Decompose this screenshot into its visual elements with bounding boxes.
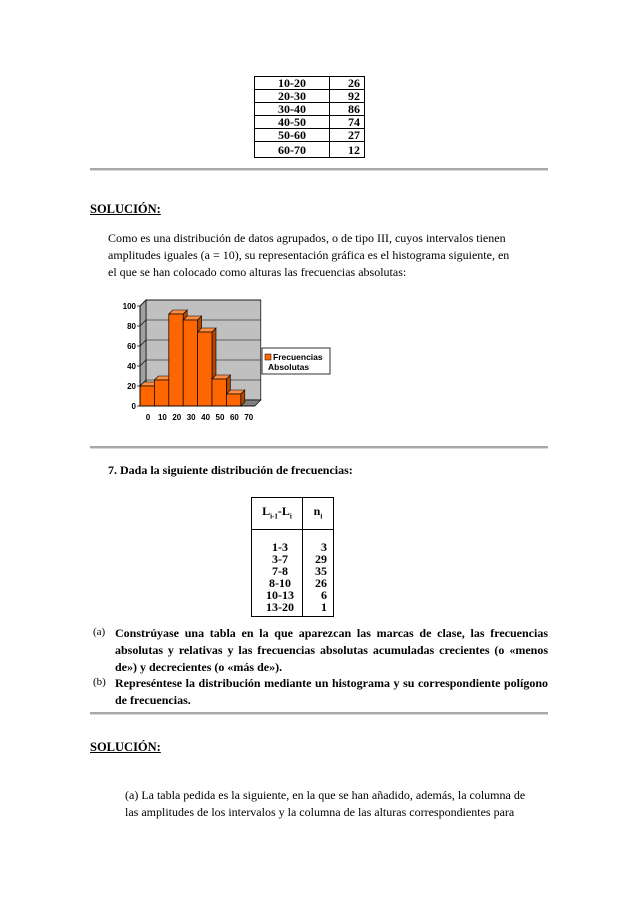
value-cell: 27 <box>330 129 365 142</box>
interval-value: 3-7 <box>272 552 288 567</box>
y-tick-label: 80 <box>127 322 136 331</box>
interval-cell: 50-60 <box>255 129 330 142</box>
interval-cell: 20-30 <box>255 90 330 103</box>
bar <box>154 380 168 406</box>
count-value: 26 <box>315 576 327 591</box>
solution-heading-2: SOLUCIÓN: <box>90 740 161 754</box>
divider <box>90 446 548 449</box>
frequency-table <box>251 497 334 617</box>
interval-value: 10-13 <box>266 588 294 603</box>
count-column <box>303 530 334 617</box>
solution-line-2: amplitudes iguales (a = 10), su representación gráfica es el histograma siguiente, en <box>108 248 510 262</box>
count-header: $n_i$ <box>303 498 334 530</box>
interval-value: 13-20 <box>266 600 294 615</box>
x-tick-label: 10 <box>157 413 167 422</box>
item-a-text: Constrúyase una tabla en la que aparezcan las marcas de clase, las frecuencias absolutas y relativas y las frecuencias absolutas acumuladas crecientes (o «menos de») y decrecientes (o «más de»). <box>115 626 548 674</box>
table-row <box>255 129 365 142</box>
x-tick-label: 30 <box>186 413 196 422</box>
x-tick-label: 40 <box>201 413 211 422</box>
interval-value: 7-8 <box>272 564 288 579</box>
interval-header: $L_{i-1}-L_i$ <box>252 498 303 530</box>
item-b <box>93 675 548 709</box>
count-value: 3 <box>321 540 327 555</box>
count-value: 6 <box>321 588 327 603</box>
interval-cell: 40-50 <box>255 116 330 129</box>
solution-2-line-2: las amplitudes de los intervalos y la columna de las alturas correspondientes para <box>125 805 515 819</box>
table-row <box>255 116 365 129</box>
value-cell: 26 <box>330 77 365 90</box>
solution-line-1: Como es una distribución de datos agrupados, o de tipo III, cuyos intervalos tienen <box>108 231 506 245</box>
bar <box>169 314 183 406</box>
solution-2-paragraph <box>125 787 550 821</box>
top-frequency-table <box>254 76 365 158</box>
value-cell: 92 <box>330 90 365 103</box>
problem-7-title: 7. Dada la siguiente distribución de frecuencias: <box>108 463 353 477</box>
solution-line-3: el que se han colocado como alturas las frecuencias absolutas: <box>108 265 407 279</box>
item-a-label: (a) <box>93 626 106 638</box>
interval-value: 1-3 <box>272 540 288 555</box>
table-row <box>255 90 365 103</box>
legend-label: Frecuencias <box>273 352 323 362</box>
interval-value: 8-10 <box>269 576 291 591</box>
count-value: 35 <box>315 564 327 579</box>
table-row <box>255 103 365 116</box>
y-tick-label: 100 <box>122 302 136 311</box>
y-tick-label: 60 <box>127 342 136 351</box>
divider <box>90 712 548 715</box>
bar <box>212 379 226 406</box>
solution-paragraph <box>108 230 548 281</box>
divider <box>90 168 548 171</box>
x-tick-label: 0 <box>145 413 151 422</box>
x-tick-label: 50 <box>215 413 225 422</box>
x-tick-label: 60 <box>229 413 239 422</box>
y-tick-label: 20 <box>127 382 136 391</box>
table-row <box>255 142 365 158</box>
y-tick-label: 0 <box>131 402 136 411</box>
item-a <box>93 625 548 676</box>
x-tick-label: 70 <box>244 413 254 422</box>
x-tick-label: 20 <box>172 413 182 422</box>
bar <box>226 394 240 406</box>
count-value: 1 <box>321 600 327 615</box>
value-cell: 86 <box>330 103 365 116</box>
item-b-text: Represéntese la distribución mediante un histograma y su correspondiente polígono de frecuencias. <box>115 676 548 707</box>
interval-cell: 10-20 <box>255 77 330 90</box>
value-cell: 74 <box>330 116 365 129</box>
solution-2-line-1: (a) La tabla pedida es la siguiente, en la que se han añadido, además, la columna de <box>125 788 526 802</box>
legend-label: Absolutas <box>268 362 310 372</box>
interval-cell: 60-70 <box>255 142 330 158</box>
bar <box>198 332 212 406</box>
solution-heading: SOLUCIÓN: <box>90 202 161 216</box>
table-row <box>255 77 365 90</box>
bar <box>183 320 197 406</box>
legend-swatch <box>265 354 271 360</box>
interval-column <box>252 530 303 617</box>
y-tick-label: 40 <box>127 362 136 371</box>
interval-cell: 30-40 <box>255 103 330 116</box>
count-value: 29 <box>315 552 327 567</box>
bar <box>140 386 154 406</box>
value-cell: 12 <box>330 142 365 158</box>
item-b-label: (b) <box>93 676 106 688</box>
histogram-chart <box>112 296 342 426</box>
